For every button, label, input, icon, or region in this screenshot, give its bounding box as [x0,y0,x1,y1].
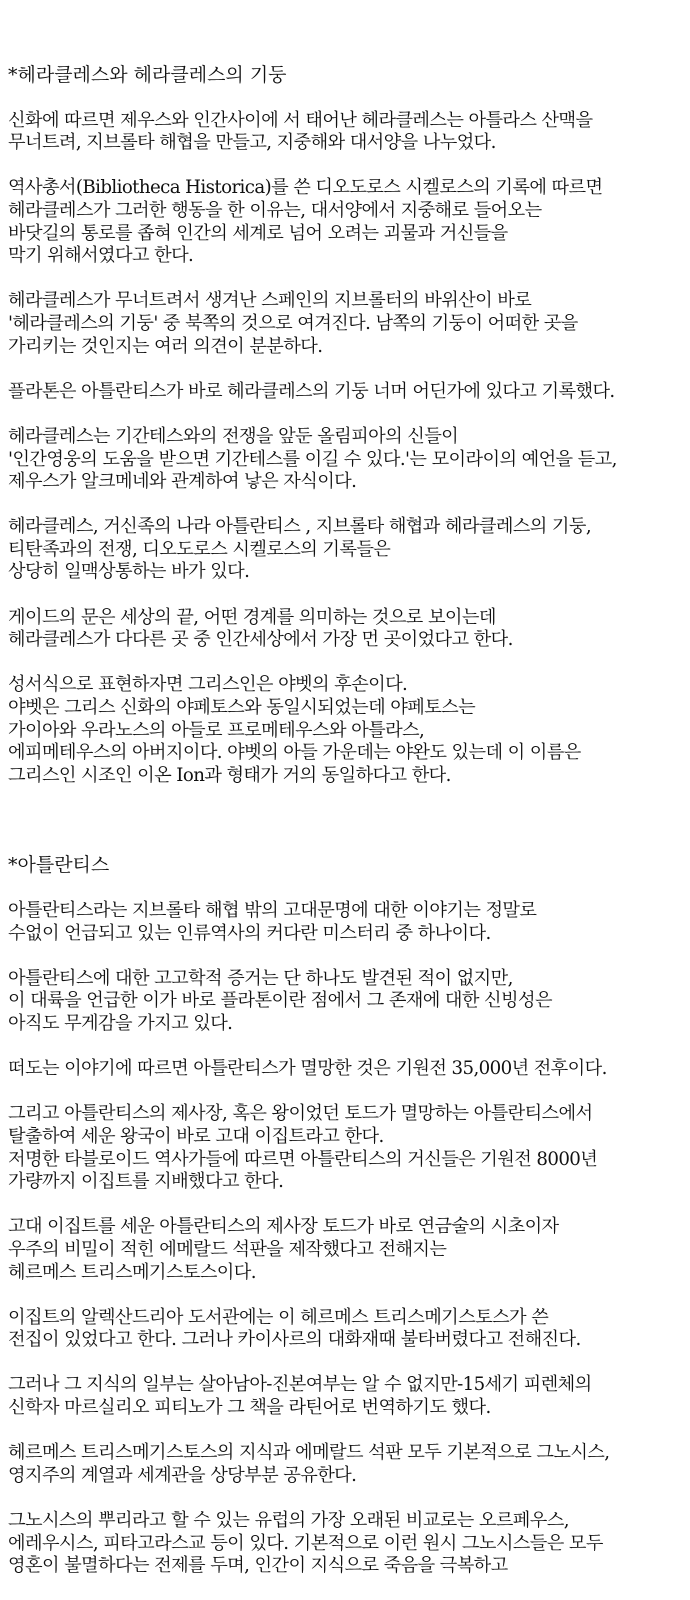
paragraph [8,426,684,494]
paragraph [8,110,684,155]
paragraph [8,1058,684,1081]
text-line: 그리고 아틀란티스의 제사장, 혹은 왕이었던 토드가 멸망하는 아틀란티스에서 [8,1103,593,1125]
text-line: 플라톤은 아틀란티스가 바로 헤라클레스의 기둥 너머 어딘가에 있다고 기록했다. [8,380,615,402]
paragraph [8,381,684,404]
paragraph [8,1510,684,1578]
text-line: 에레우시스, 피타고라스교 등이 있다. 기본적으로 이런 원시 그노시스들은 모두 [8,1532,603,1554]
text-line: 바닷길의 통로를 좁혀 인간의 세계로 넘어 오려는 괴물과 거신들을 [8,222,508,244]
text-line: 헤르메스 트리스메기스토스이다. [8,1261,256,1283]
paragraph-spacer [8,1352,684,1375]
section-heading: *아틀란티스 [8,854,110,877]
text-line: 헤르메스 트리스메기스토스의 지식과 에메랄드 석판 모두 기본적으로 그노시스, [8,1442,610,1464]
text-line: 가리키는 것인지는 여러 의견이 분분하다. [8,335,323,357]
paragraph [8,1442,684,1487]
section-heading: *헤라클레스와 헤라클레스의 기둥 [8,64,287,86]
text-line: 게이드의 문은 세상의 끝, 어떤 경계를 의미하는 것으로 보이는데 [8,606,496,628]
text-line: 헤라클레스가 다다른 곳 중 인간세상에서 가장 먼 곳이었다고 한다. [8,629,513,651]
paragraph [8,290,684,358]
paragraph [8,674,684,787]
paragraph-spacer [8,1081,684,1104]
text-line: 제우스가 알크메네와 관계하여 낳은 자식이다. [8,471,357,493]
paragraph [8,900,684,945]
paragraph-spacer [8,1284,684,1307]
text-line: 야벳은 그리스 신화의 야페토스와 동일시되었는데 야페토스는 [8,697,476,719]
text-line: 수없이 언급되고 있는 인류역사의 커다란 미스터리 중 하나이다. [8,922,491,944]
text-line: 떠도는 이야기에 따르면 아틀란티스가 멸망한 것은 기원전 35,000년 전후이다. [8,1058,607,1080]
text-line: 막기 위해서였다고 한다. [8,245,194,267]
paragraph-spacer [8,403,684,426]
text-line: '헤라클레스의 기둥' 중 북쪽의 것으로 여겨진다. 남쪽의 기둥이 어떠한 곳을 [8,312,578,334]
text-line: 헤라클레스가 무너트려서 생겨난 스페인의 지브롤터의 바위산이 바로 [8,290,532,312]
text-line: 가량까지 이집트를 지배했다고 한다. [8,1171,284,1193]
paragraph-spacer [8,1194,684,1217]
text-line: 무너트려, 지브롤타 해협을 만들고, 지중해와 대서양을 나누었다. [8,132,496,154]
text-line: 그노시스의 뿌리라고 할 수 있는 유럽의 가장 오래된 비교로는 오르페우스, [8,1510,569,1532]
text-line: 탈출하여 세운 왕국이 바로 고대 이집트라고 한다. [8,1125,384,1147]
text-line: 에피메테우스의 아버지이다. 야벳의 아들 가운데는 야완도 있는데 이 이름은 [8,742,581,764]
text-line: 상당히 일맥상통하는 바가 있다. [8,561,250,583]
text-line: 그러나 그 지식의 일부는 살아남아-진본여부는 알 수 없지만-15세기 피렌체의 [8,1374,592,1396]
paragraph-spacer [8,1487,684,1510]
paragraph [8,607,684,652]
text-line: 그리스인 시조인 이온 Ion과 형태가 거의 동일하다고 한다. [8,764,451,786]
paragraph-spacer [8,584,684,607]
section-spacer [8,787,684,854]
text-line: 가이아와 우라노스의 아들로 프로메테우스와 아틀라스, [8,719,425,741]
paragraph-spacer [8,1036,684,1059]
text-line: 티탄족과의 전쟁, 디오도로스 시켈로스의 기록들은 [8,538,391,560]
text-line: 역사총서(Bibliotheca Historica)를 쓴 디오도로스 시켈로스의 기록에 따르면 [8,177,603,199]
text-line: 영지주의 계열과 세계관을 상당부분 공유한다. [8,1464,357,1486]
text-line: 영혼이 불멸하다는 전제를 두며, 인간이 지식으로 죽음을 극복하고 [8,1555,508,1577]
text-line: 이집트의 알렉산드리아 도서관에는 이 헤르메스 트리스메기스토스가 쓴 [8,1306,549,1328]
text-line: 고대 이집트를 세운 아틀란티스의 제사장 토드가 바로 연금술의 시초이자 [8,1216,559,1238]
paragraph [8,516,684,584]
paragraph-spacer [8,877,684,900]
text-line: 신화에 따르면 제우스와 인간사이에 서 태어난 헤라클레스는 아틀라스 산맥을 [8,109,593,131]
text-line: 신학자 마르실리오 피티노가 그 책을 라틴어로 번역하기도 했다. [8,1397,491,1419]
text-line: 성서식으로 표현하자면 그리스인은 야벳의 후손이다. [8,674,408,696]
paragraph [8,1374,684,1419]
paragraph [8,1216,684,1284]
paragraph [8,1103,684,1193]
paragraph-spacer [8,1420,684,1443]
paragraph [8,177,684,267]
document-body [8,64,684,1578]
text-line: 아틀란티스라는 지브롤타 해협 밖의 고대문명에 대한 이야기는 정말로 [8,900,537,921]
text-line: 헤라클레스는 기간테스와의 전쟁을 앞둔 올림피아의 신들이 [8,425,459,447]
paragraph [8,968,684,1036]
paragraph-spacer [8,268,684,291]
text-line: 저명한 타블로이드 역사가들에 따르면 아틀란티스의 거신들은 기원전 8000년 [8,1148,598,1170]
text-line: 헤라클레스, 거신족의 나라 아틀란티스 , 지브롤타 해협과 헤라클레스의 기둥, [8,516,592,538]
paragraph [8,1307,684,1352]
text-line: 헤라클레스가 그러한 행동을 한 이유는, 대서양에서 지중해로 들어오는 [8,199,542,221]
text-line: 아틀란티스에 대한 고고학적 증거는 단 하나도 발견된 적이 없지만, [8,967,513,989]
text-line: '인간영웅의 도움을 받으면 기간테스를 이길 수 있다.'는 모이라이의 예언을 듣고, [8,448,617,470]
paragraph-spacer [8,155,684,178]
text-line: 전집이 있었다고 한다. 그러나 카이사르의 대화재때 불타버렸다고 전해진다. [8,1329,581,1351]
text-line: 이 대륙을 언급한 이가 바로 플라톤이란 점에서 그 존재에 대한 신빙성은 [8,990,552,1012]
paragraph-spacer [8,652,684,675]
text-line: 우주의 비밀이 적힌 에메랄드 석판을 제작했다고 전해지는 [8,1238,447,1260]
paragraph-spacer [8,945,684,968]
text-line: 아직도 무게감을 가지고 있다. [8,1012,233,1034]
paragraph-spacer [8,87,684,110]
paragraph-spacer [8,358,684,381]
paragraph-spacer [8,494,684,517]
